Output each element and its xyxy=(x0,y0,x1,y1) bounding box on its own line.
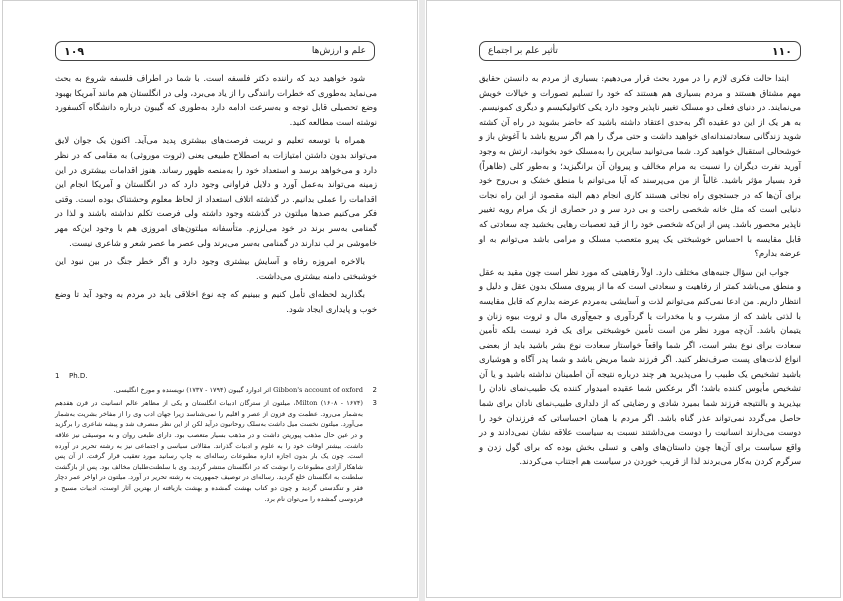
page-header xyxy=(479,41,801,61)
page-number: ۱۱۰ xyxy=(771,44,792,58)
footnote xyxy=(55,385,377,396)
running-title: علم و ارزش‌ها xyxy=(311,46,366,56)
footnote xyxy=(55,398,377,504)
footnote-number: 1 xyxy=(55,372,60,380)
footnote-text: Gibbon's account of oxford اثر ادوارد گیبون (۱۷۹۴ - ۱۷۳۷) نویسنده و مورخ انگلیسی. xyxy=(113,385,363,394)
paragraph: بالاخره امروزه رفاه و آسایش بیشتری وجود دارد و اگر خطر جنگ در بین نبود این خوشبختی دامنه بیشتری می‌داشت. xyxy=(55,256,377,281)
page-body xyxy=(479,71,801,473)
right-page xyxy=(426,0,841,598)
paragraph: همراه با توسعه تعلیم و تربیت فرصت‌های بیشتری پدید می‌آید. اکنون یک جوان لایق می‌تواند بدون داشتن امتیازات به اصطلاح طبیعی یعنی (ثروت موروثی) به مقامی که در نظر دارد و می‌خواهد برسد و استعداد خود را به‌منصه ظهور رساند. هنوز اقدامات بیشتری در این زمینه می‌تواند به‌عمل آورد و دلایل فراوانی وجود دارد که در انگلستان و آمریکا انجام این اقدامات را عملی بدانیم. در گذشته اتلاف استعداد از لحاظ معلوم وحشتناک بوده است. وقتی فکر می‌کنیم صدها میلتون در گذشته وجود داشته ولی فرصت تکلم نداشته باشند و لذا در گمنامی به‌سر برند در خود می‌لرزم. متأسفانه میلتون‌های امروزی هم با وجود این‌که مهر خاموشی بر لب ندارند در گمنامی به‌سر می‌برند ولی عصر ما عصر شعر و شاعری نیست. xyxy=(55,135,377,248)
paragraph: بگذارید لحظه‌ای تأمل کنیم و ببینیم که چه نوع اخلاقی باید در مردم به وجود آید تا وضع خوب و پایداری ایجاد شود. xyxy=(55,289,377,314)
left-page xyxy=(2,0,418,598)
footnotes xyxy=(55,371,377,507)
footnote-text: Milton (۱۶۰۸ - ۱۶۷۴)، میلتون از سترگان ادبیات انگلستان و یکی از مظاهر عالم انسانیت در قرن هفدهم به‌شمار می‌رود. عظمت وی فزون از عصر و اقلیم را نمی‌شناسد زیرا جهان ادب وی را از مفاخر بشریت به‌شمار می‌آورد. میلتون نخست میل داشت به‌سلک روحانیون درآید لکن از این نظر منصرف شد و پیشه شاعری را برگزید و در عین حال مذهب پیوریتن داشت و در مذهب بسیار متعصب بود. دارای طبعی روان و به موسیقی نیز علاقه داشت. بیشتر اوقات خود را به علوم و ادبیات گذراند. مقالاتی سیاسی و اجتماعی نیز به رشته تحریر در آورده است. چون یک بار بدون اجازه اداره مطبوعات رساله‌ای به چاپ رسانید مورد تعقیب قرار گرفت. از آن پس شاهکار آزادی مطبوعات را نوشت که در انگلستان منتشر گردید. وی با سلطنت‌طلبان مخالف بود. پس از بازگشت سلطنت به انگلستان خلع گردید. رساله‌ای در توصیف جمهوریت به رشته تحریر در آورد. میلتون در اواخر عمر دچار فقر و تنگدستی گردید و چون دو کتاب بهشت گمشده و بهشت بازیافته از بهترین آثار اوست، ادبیات مسیح و فردوسی گمشده را می‌توان نام برد. xyxy=(55,399,363,503)
footnote xyxy=(55,371,377,382)
footnote-number: 3 xyxy=(372,399,377,408)
footnote-number: 2 xyxy=(372,385,377,394)
paragraph: جواب این سؤال جنبه‌های مختلف دارد. اولاً رفاهیتی که مورد نظر است چون مقید به عقل و منطق می‌باشد کمتر از رفاهیت و سعادتی است که ما از پیروی مسلک بدون عقل و دلیل و انتظار داریم. من ادعا نمی‌کنم می‌توانم لذت و آسایشی به‌مردم عرضه بدارم که قابل مقایسه با لذتی باشد که از مشرب و یا مخدرات یا گردآوری و جمع‌آوری مال و ثروت بیوه زنان و یتیمان باشد. آن‌چه مورد نظر من است تأمین خوشبختی برای یک فرد نیست بلکه تأمین سعادت برای نوع بشر است، اگر شما واقعاً خواستار سعادت نوع بشر باشید باید از بعضی انواع لذت‌های پست صرف‌نظر کنید. اگر فرزند شما مریض باشد و شما پدر آگاه و هوشیاری باشید تشخیص یک طبیب را می‌پذیرید هر چند درباره نتیجه آن اطمینان نداشته باشید و یا آن تشخیص مأیوس کننده باشد؛ اگر برعکس شما عقیده امیدوار کننده یک طبیب‌نمای نادان را بپذیرید و بالنتیجه فرزند شما بمیرد شادی و رضایتی که از دلداری طبیب‌نمای نادان برای شما حاصل می‌گردد نمی‌تواند عذر گناه باشد. اگر مردم با همان احساساتی که فرزندان خود را دوست می‌دارند انسانیت را دوست می‌داشتند نسبت به سیاست علاقه نشان نمی‌دادند و در واقع سیاست برای آن‌ها چون داستان‌های واهی و تسلی بخش بوده که برای گول زدن و سرگرم کردن به‌کار می‌بردند لذا از قریب خوردن در سیاست هم اجتناب می‌کردند. xyxy=(479,266,801,467)
page-body xyxy=(55,71,377,321)
paragraph: شود خواهید دید که راننده دکتر فلسفه است. با شما در اطراف فلسفه شروع به بحث می‌نماید به‌طوری که خطرات رانندگی را از یاد می‌برد، ولی در انگلستان هم مانند آمریکا بهبود وضع تحصیلی قابل توجه و به‌سرعت ادامه دارد به‌طوری که گیبون درباره دانشگاه آکسفورد نوشته است مطالعه کنید. xyxy=(55,73,377,127)
page-gutter xyxy=(419,0,425,601)
running-title: تأثیر علم بر اجتماع xyxy=(488,46,558,56)
paragraph: ابتدا حالت فکری لازم را در مورد بحث قرار می‌دهیم: بسیاری از مردم به دانستن حقایق مهم مشتاق هستند و مردم بسیاری هم هستند که خود را تسلیم تصورات و خیالات خویش می‌نمایند. در دنیای فعلی دو مسلک تغییر ناپذیر وجود دارد یکی کاتولیکیسم و دیگری کمونیسم. به هر یک از این دو عقیده اگر به‌حدی اعتقاد داشته باشید که حاضر بشوید در راه آن کشته شوید زندگانی سعادتمندانه‌ای خواهید داشت و حتی مرگ را هم اگر سریع باشد با آغوش باز و خوشحالی استقبال خواهید کرد. شما می‌توانید سایرین را به‌مسلک خود بخوانید، ارتش به وجود آورید نفرت دیگران را نسبت به مرام مخالف و پیروان آن برانگیزید؛ و به‌طور کلی (ظاهراً) فرد بسیار مؤثر باشید. غالباً از من می‌پرسند که آیا می‌توانم با منطق خشک و بی‌روح خود برای آن‌ها که در جستجوی راه نجاتی هستند کاری انجام دهم البته مقصود از این راه نجات دنیایی است که مثل خانه شخصی راحت و بی درد سر و در حصاری از یک مرام رویه تغییر ناپذیر محصور باشد. پس از این‌که شخصی خود را از قید تعصبات رهایی بخشید چه سعادتی که قابل مقایسه با احساس خوشبختی یک پیرو متعصب مسلک و مرامی باشد می‌توانم به او عرضه بدارم؟ xyxy=(479,73,801,259)
page-number: ۱۰۹ xyxy=(64,44,85,58)
page-header xyxy=(55,41,375,61)
footnote-text: Ph.D. xyxy=(69,372,88,380)
